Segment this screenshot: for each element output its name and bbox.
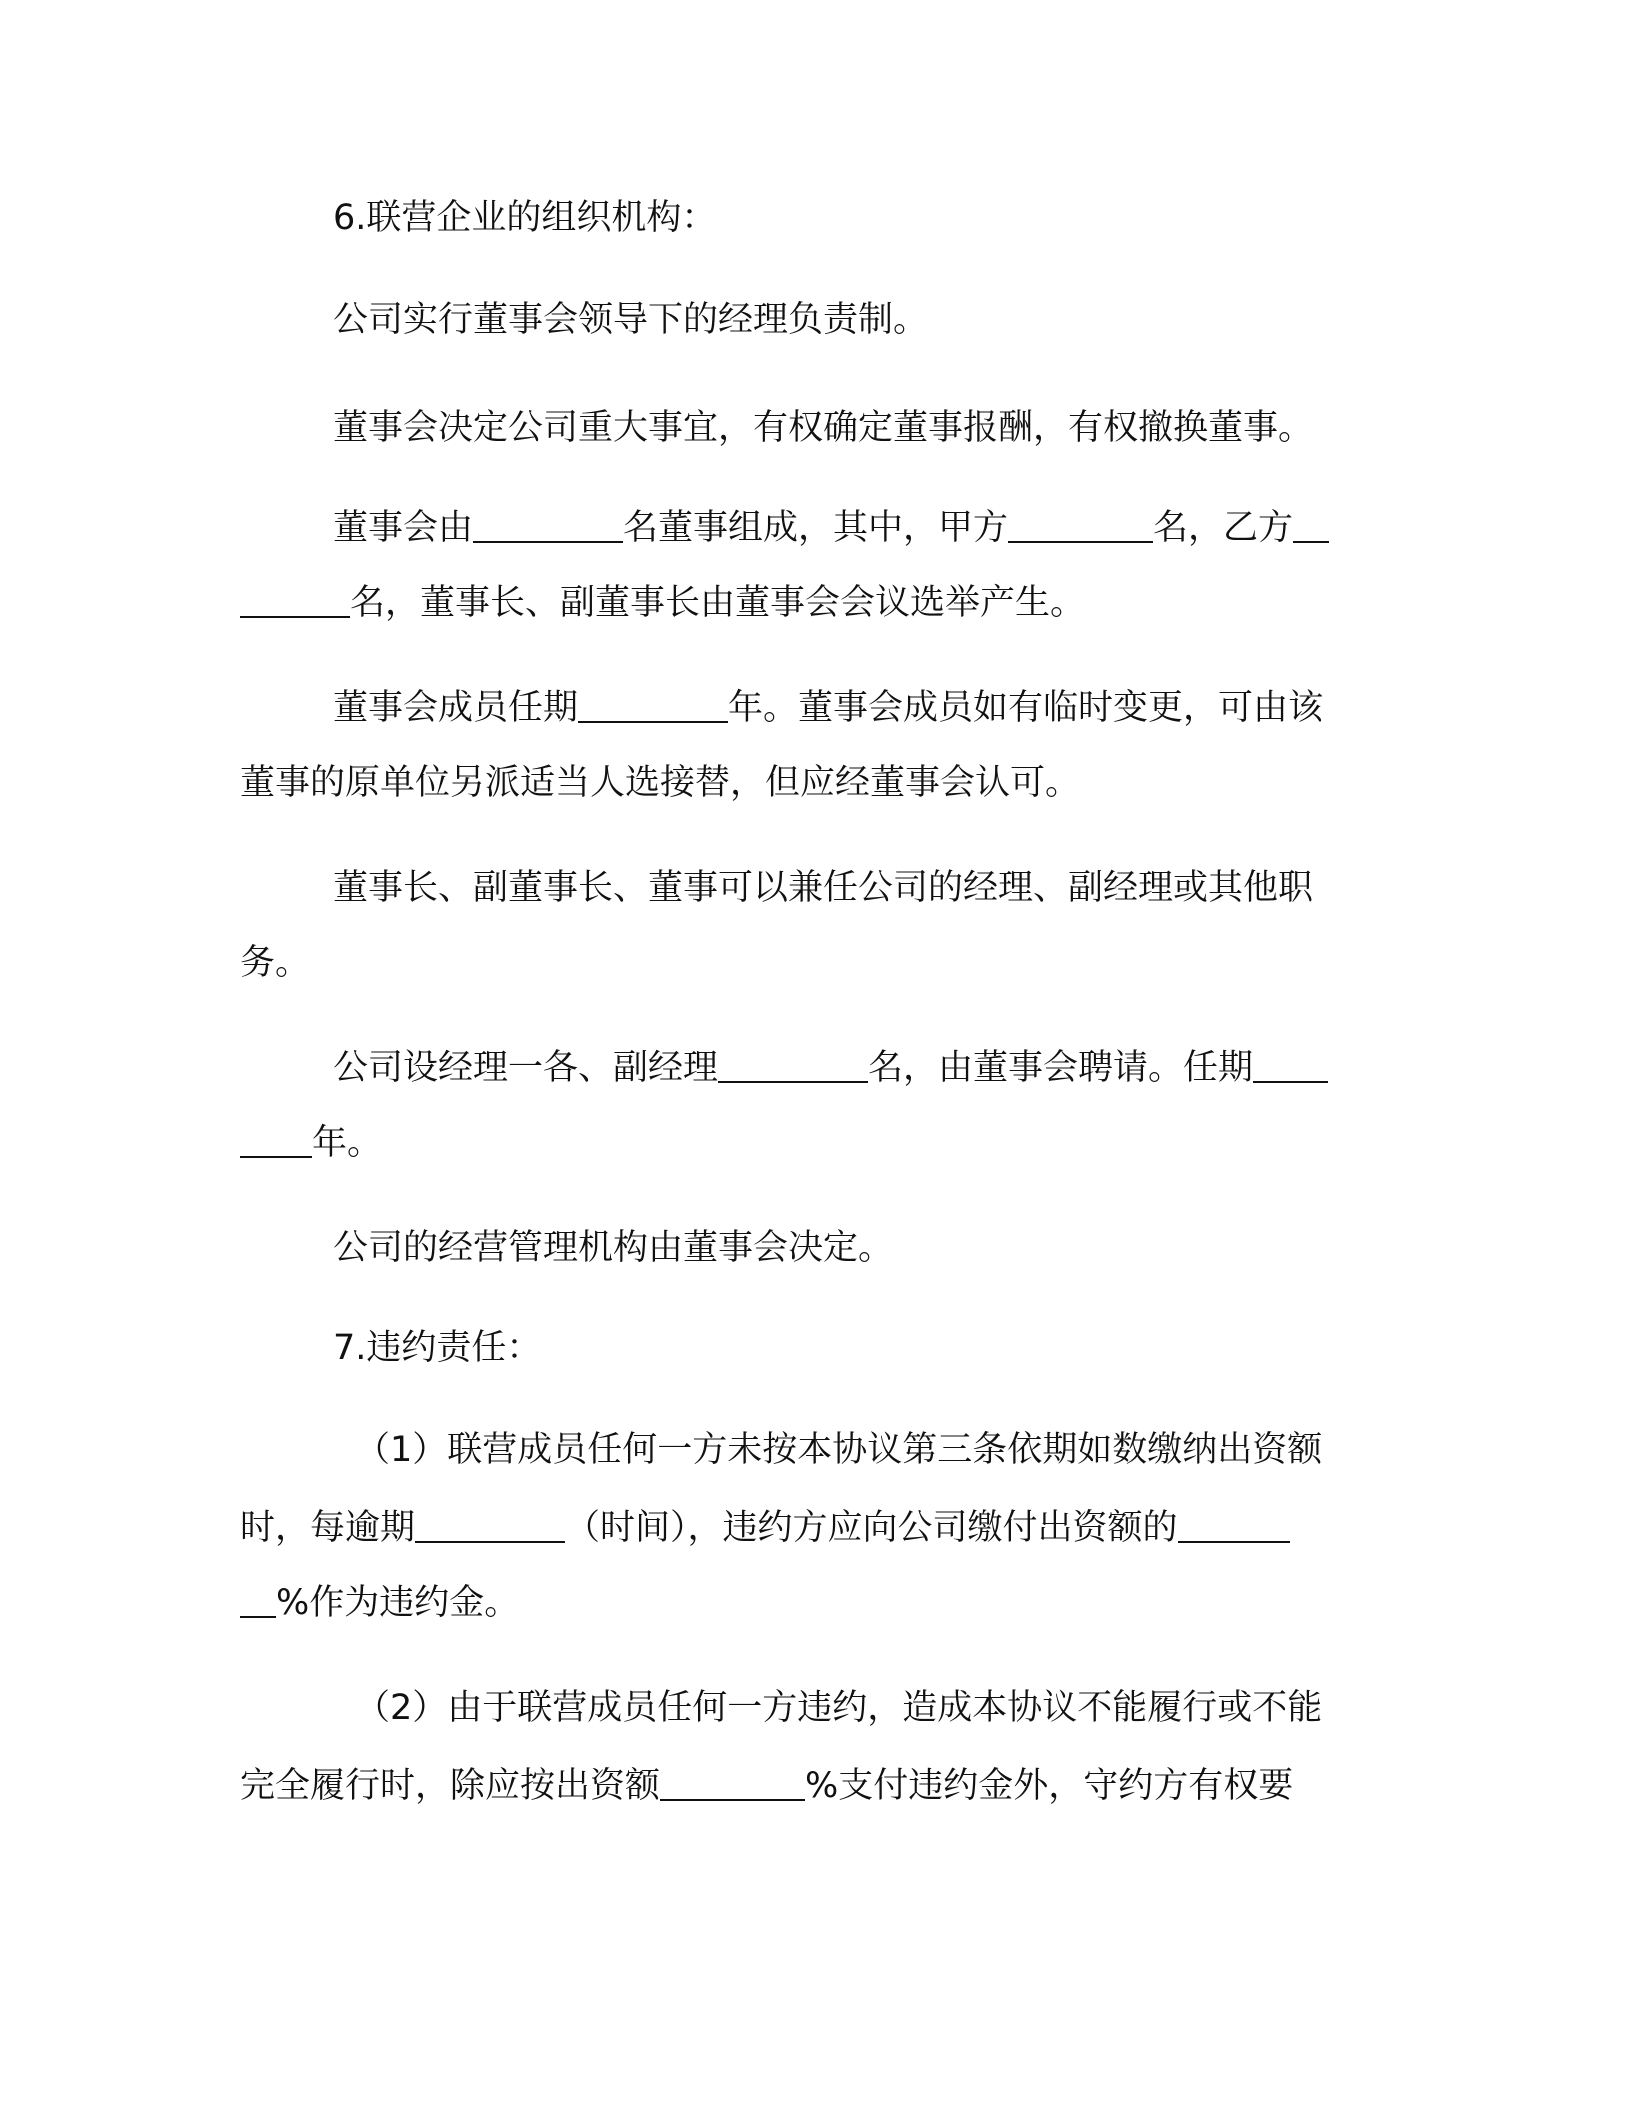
fill-blank [1253, 1080, 1328, 1083]
paragraph-managers-line1 [333, 1038, 1393, 1098]
text-segment: %作为违约金。 [276, 1583, 520, 1623]
paragraph-board-composition-line1 [333, 498, 1393, 558]
paragraph-text: 公司的经营管理机构由董事会决定。 [333, 1228, 894, 1268]
clause-1-line3 [240, 1573, 1392, 1633]
fill-blank [240, 615, 350, 618]
clause-2-line2 [240, 1756, 1392, 1816]
text-segment: 董事会由 [333, 508, 474, 548]
fill-blank [660, 1798, 805, 1801]
text-segment: 务。 [240, 943, 311, 983]
fill-blank [415, 1540, 565, 1543]
text-segment: 名董事组成，其中，甲方 [623, 508, 1009, 548]
fill-blank [578, 720, 728, 723]
paragraph-manager-responsibility [333, 290, 1393, 350]
paragraph-text: 董事会决定公司重大事宜，有权确定董事报酬，有权撤换董事。 [333, 408, 1314, 448]
paragraph-board-term-line2 [240, 753, 1392, 813]
text-segment: 董事的原单位另派适当人选接替，但应经董事会认可。 [240, 763, 1081, 803]
clause-2-line1 [355, 1678, 1395, 1738]
paragraph-board-term-line1 [333, 678, 1393, 738]
text-segment: 公司设经理一各、副经理 [333, 1048, 719, 1088]
section-7-heading-text: 7.违约责任： [333, 1328, 542, 1368]
paragraph-text: 公司实行董事会领导下的经理负责制。 [333, 300, 929, 340]
text-segment: %支付违约金外，守约方有权要 [805, 1766, 1294, 1806]
text-segment: 董事会成员任期 [333, 688, 579, 728]
fill-blank [473, 540, 623, 543]
text-segment: 完全履行时，除应按出资额 [240, 1766, 661, 1806]
text-segment: 时，每逾期 [240, 1508, 416, 1548]
text-segment: （2）由于联营成员任何一方违约，造成本协议不能履行或不能 [355, 1688, 1323, 1728]
paragraph-concurrent-posts-line2 [240, 933, 1392, 993]
text-segment: （1）联营成员任何一方未按本协议第三条依期如数缴纳出资额 [355, 1430, 1323, 1470]
clause-1-line2 [240, 1498, 1392, 1558]
fill-blank [1293, 540, 1329, 543]
paragraph-managers-line2 [240, 1113, 1392, 1173]
text-segment: 年。 [312, 1123, 383, 1163]
text-segment: （时间），违约方应向公司缴付出资额的 [565, 1508, 1178, 1548]
paragraph-board-composition-line2 [240, 573, 1392, 633]
section-6-heading [333, 188, 1393, 248]
fill-blank [1178, 1540, 1290, 1543]
fill-blank [240, 1155, 312, 1158]
section-7-heading [333, 1318, 1393, 1378]
fill-blank [718, 1080, 868, 1083]
paragraph-board-powers [333, 398, 1393, 458]
clause-1-line1 [355, 1420, 1395, 1480]
text-segment: 董事长、副董事长、董事可以兼任公司的经理、副经理或其他职 [333, 868, 1314, 908]
text-segment: 年。董事会成员如有临时变更，可由该 [728, 688, 1324, 728]
fill-blank [1008, 540, 1153, 543]
paragraph-management-structure [333, 1218, 1393, 1278]
fill-blank [240, 1615, 276, 1618]
paragraph-concurrent-posts-line1 [333, 858, 1393, 918]
text-segment: 名，董事长、副董事长由董事会会议选举产生。 [350, 583, 1086, 623]
text-segment: 名，由董事会聘请。任期 [868, 1048, 1254, 1088]
text-segment: 名，乙方 [1153, 508, 1294, 548]
section-6-heading-text: 6.联营企业的组织机构： [333, 198, 717, 238]
